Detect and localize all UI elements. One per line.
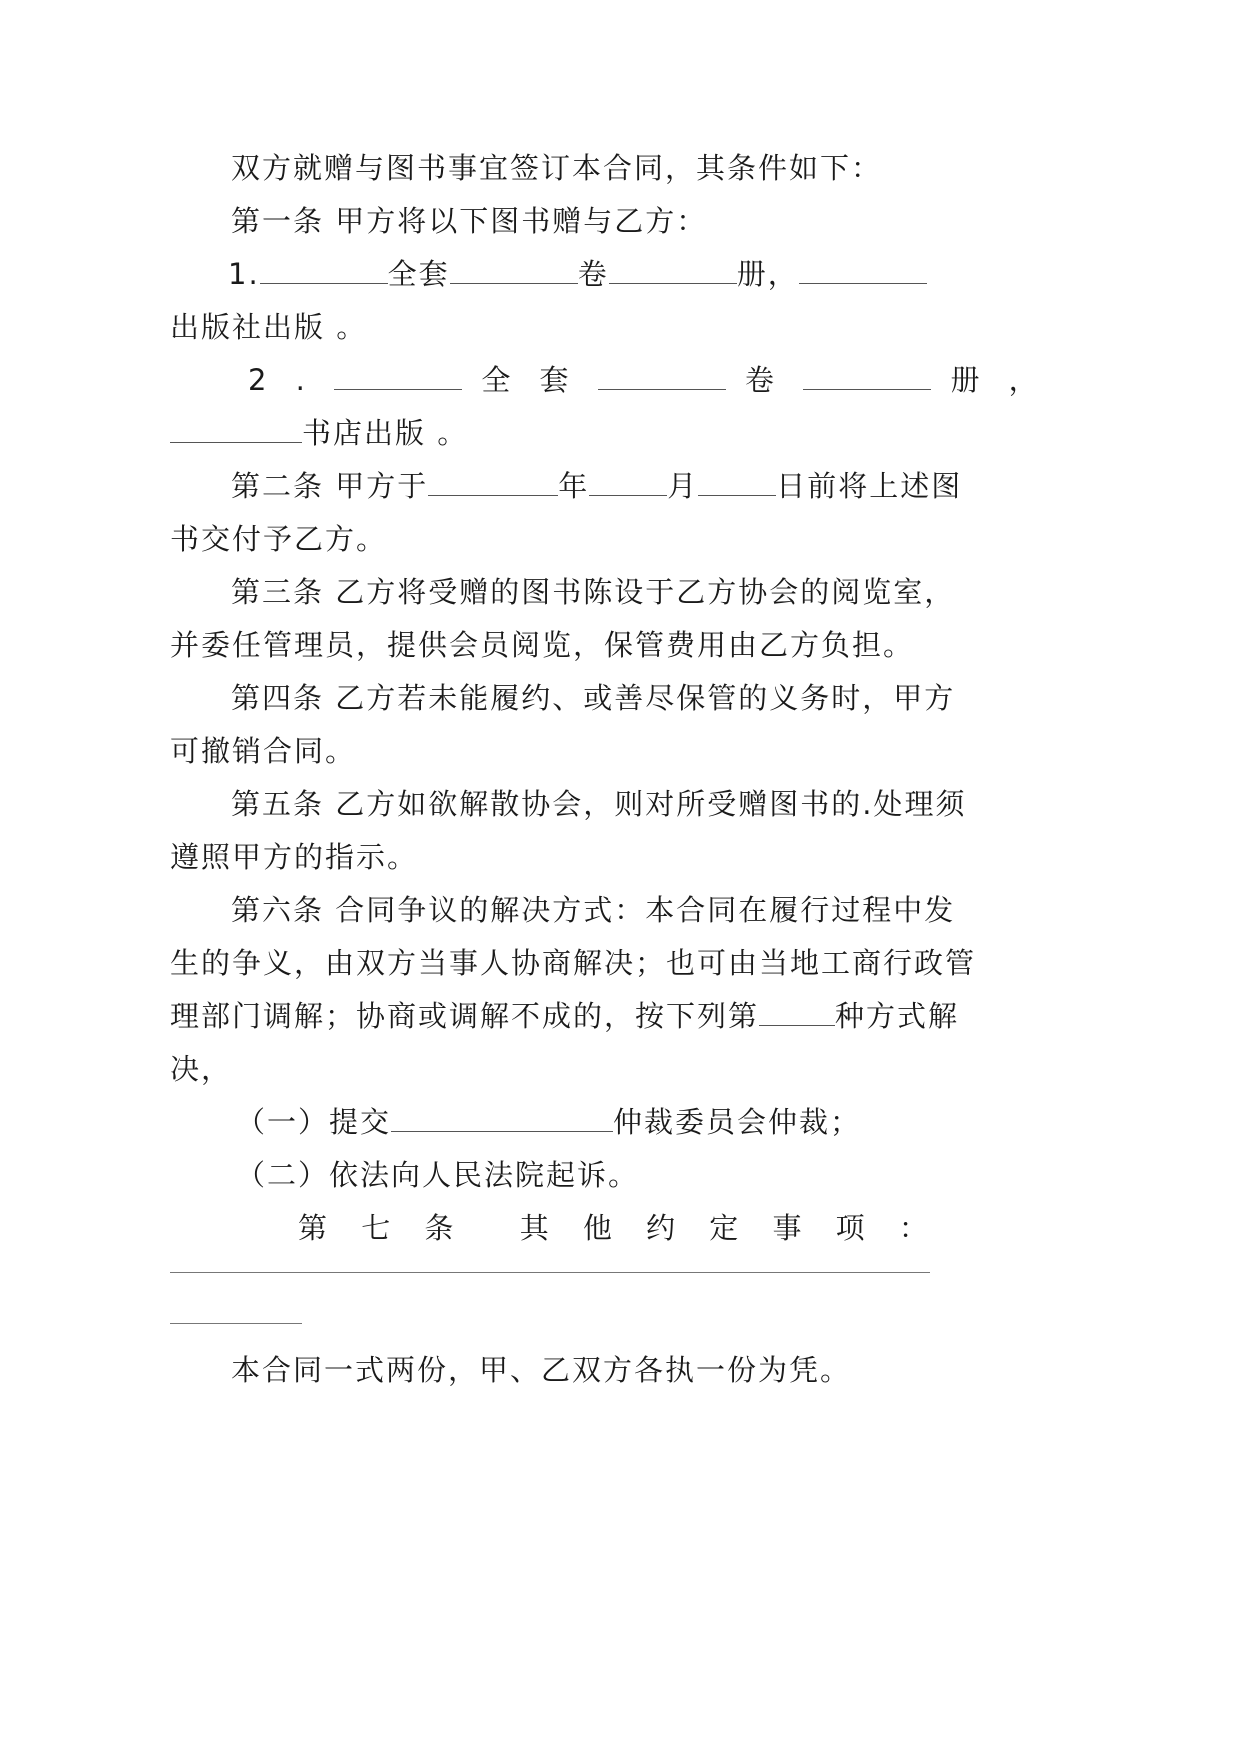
- dispute-option-2: （二）依法向人民法院起诉。: [236, 1158, 640, 1192]
- dispute-option-1: [236, 1102, 861, 1142]
- article-7-char: 项: [835, 1211, 867, 1245]
- item-2-number: 2 .: [248, 363, 315, 397]
- article-7-char: 条: [424, 1211, 456, 1245]
- other-matters-blank-line-short: [170, 1323, 302, 1324]
- full-set-label: 全套: [387, 257, 450, 291]
- other-matters-blank-line: [170, 1272, 930, 1273]
- article-6-line-1: 第六条 合同争议的解决方式：本合同在履行过程中发: [231, 893, 956, 927]
- article-1-item-2: [248, 360, 1048, 400]
- article-6-line-2: 生的争义，由双方当事人协商解决；也可由当地工商行政管: [170, 946, 977, 980]
- article-6-line-3-tail: 种方式解: [835, 999, 960, 1033]
- method-number-blank: [759, 999, 835, 1026]
- arbitration-commission-blank: [391, 1105, 613, 1132]
- article-7-char: 其: [519, 1211, 551, 1245]
- item-1-number: 1.: [228, 257, 260, 291]
- article-7-char: 事: [772, 1211, 804, 1245]
- option-1-lead: （一）提交: [236, 1105, 392, 1139]
- article-1-item-1-tail: 出版社出版 。: [170, 310, 368, 344]
- article-7-char: ：: [898, 1211, 930, 1245]
- article-7-char: 约: [646, 1211, 678, 1245]
- article-2-line-1: [231, 466, 962, 506]
- volumes-blank: [803, 363, 931, 390]
- month-blank: [589, 469, 667, 496]
- book-label: 册，: [736, 257, 799, 291]
- sets-blank: [598, 363, 726, 390]
- sets-blank: [450, 257, 578, 284]
- article-4-line-2: 可撤销合同。: [170, 734, 357, 768]
- article-4-line-1: 第四条 乙方若未能履约、或善尽保管的义务时，甲方: [231, 681, 956, 715]
- article-6-line-3-lead: 理部门调解；协商或调解不成的，按下列第: [170, 999, 760, 1033]
- volume-label: 卷: [577, 257, 609, 291]
- article-2-lead: 第二条 甲方于: [231, 469, 429, 503]
- article-2-line-2: 书交付予乙方。: [170, 522, 388, 556]
- article-6-line-3: [170, 996, 959, 1036]
- year-label: 年: [558, 469, 590, 503]
- day-blank: [698, 469, 776, 496]
- article-6-line-4: 决，: [170, 1052, 233, 1086]
- article-3-line-1: 第三条 乙方将受赠的图书陈设于乙方协会的阅览室，: [231, 575, 956, 609]
- day-tail: 日前将上述图: [776, 469, 963, 503]
- article-7-char: 第: [298, 1211, 330, 1245]
- option-1-tail: 仲裁委员会仲裁；: [613, 1105, 862, 1139]
- year-blank: [428, 469, 558, 496]
- article-7-char: 定: [709, 1211, 741, 1245]
- article-1-item-1: [228, 254, 927, 294]
- article-1-heading: 第一条 甲方将以下图书赠与乙方：: [231, 204, 708, 238]
- month-label: 月: [667, 469, 699, 503]
- article-5-line-2: 遵照甲方的指示。: [170, 840, 419, 874]
- volume-label: 卷: [744, 363, 784, 397]
- volumes-blank: [609, 257, 737, 284]
- publisher-blank: [799, 257, 927, 284]
- full-set-label: 全 套: [481, 363, 579, 397]
- closing-paragraph: 本合同一式两份，甲、乙双方各执一份为凭。: [231, 1353, 852, 1387]
- article-3-line-2: 并委任管理员，提供会员阅览，保管费用由乙方负担。: [170, 628, 915, 662]
- bookstore-blank: [170, 416, 302, 443]
- article-7-char: 七: [361, 1211, 393, 1245]
- book-label: 册 ，: [950, 363, 1048, 397]
- article-5-line-1: 第五条 乙方如欲解散协会，则对所受赠图书的.处理须: [231, 787, 967, 821]
- intro-paragraph: 双方就赠与图书事宜签订本合同，其条件如下：: [231, 151, 883, 185]
- article-1-item-2-tail: [170, 413, 468, 453]
- title-blank: [334, 363, 462, 390]
- article-7-char: 他: [582, 1211, 614, 1245]
- title-blank: [260, 257, 388, 284]
- bookstore-label: 书店出版 。: [302, 416, 469, 450]
- article-7-heading: [298, 1208, 930, 1248]
